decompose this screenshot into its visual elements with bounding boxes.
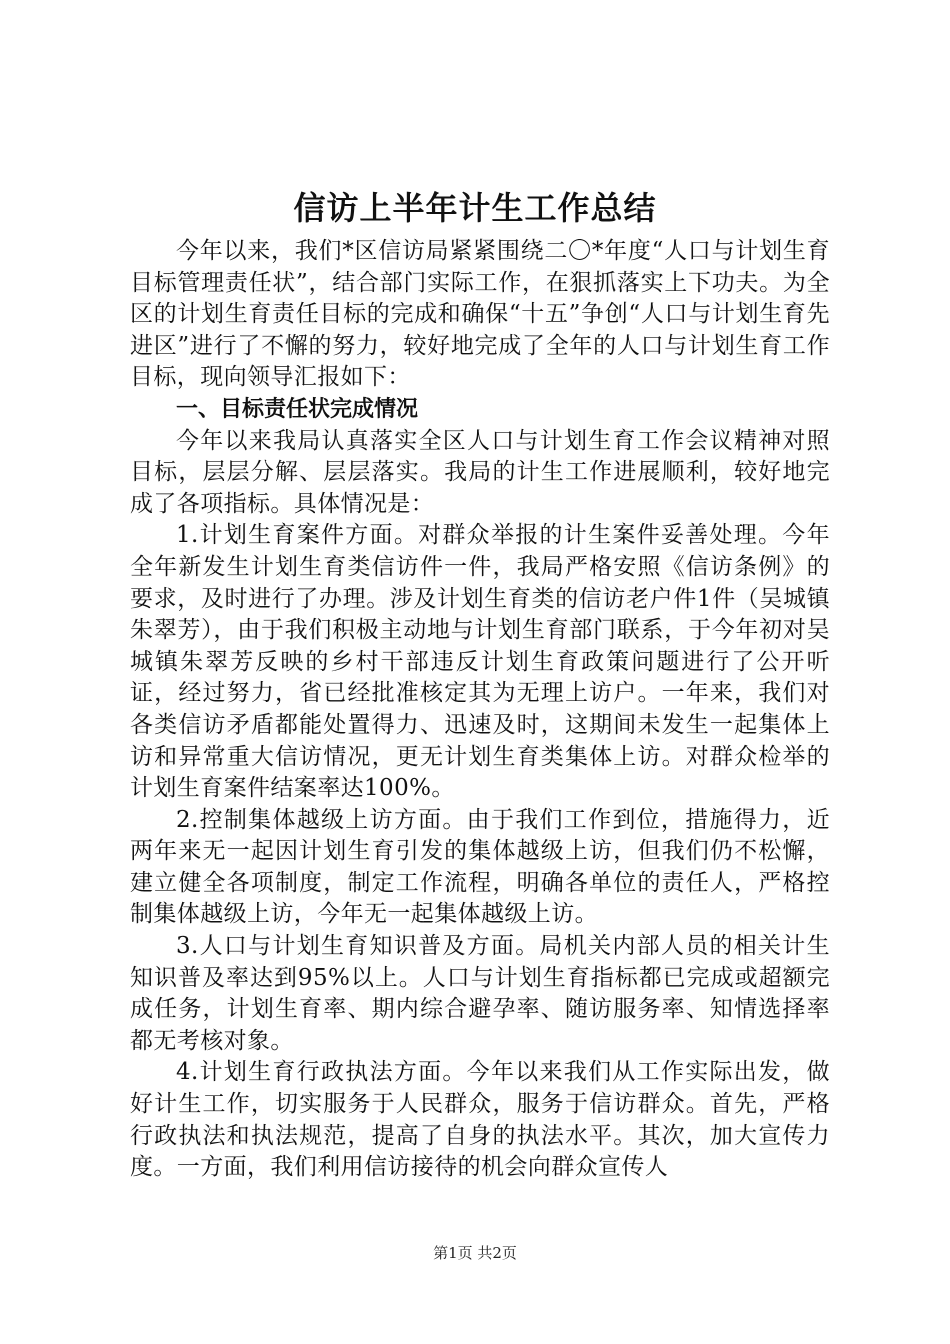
section-heading: 一、目标责任状完成情况: [176, 396, 419, 422]
item-1-paragraph: 1.计划生育案件方面。对群众举报的计生案件妥善处理。今年全年新发生计划生育类信访件一件，我局严格安照《信访条例》的要求，及时进行了办理。涉及计划生育类的信访老户件1件（吴城镇朱翠芳），由于我们积极主动地与计划生育部门联系，于今年初对吴城镇朱翠芳反映的乡村干部违反计划生育政策问题进行了公开听证，经过努力，省已经批准核定其为无理上访户。一年来，我们对各类信访矛盾都能处置得力、迅速及时，这期间未发生一起集体上访和异常重大信访情况，更无计划生育类集体上访。对群众检举的计划生育案件结案率达100%。: [130, 522, 830, 802]
item-3-paragraph: 3.人口与计划生育知识普及方面。局机关内部人员的相关计生知识普及率达到95%以上。人口与计划生育指标都已完成或超额完成任务，计划生育率、期内综合避孕率、随访服务率、知情选择率都无考核对象。: [130, 933, 830, 1054]
item-2-paragraph: 2.控制集体越级上访方面。由于我们工作到位，措施得力，近两年来无一起因计划生育引发的集体越级上访，但我们仍不松懈，建立健全各项制度，制定工作流程，明确各单位的责任人，严格控制集体越级上访，今年无一起集体越级上访。: [130, 806, 830, 928]
document-body: [130, 236, 830, 1184]
document-title: 信访上半年计生工作总结: [293, 189, 657, 227]
intro-paragraph: 今年以来，我们*区信访局紧紧围绕二〇*年度“人口与计划生育目标管理责任状”，结合部门实际工作，在狠抓落实上下功夫。为全区的计划生育责任目标的完成和确保“十五”争创“人口与计划生育先进区”进行了不懈的努力，较好地完成了全年的人口与计划生育工作目标，现向领导汇报如下：: [130, 238, 830, 391]
item-4-paragraph: 4.计划生育行政执法方面。今年以来我们从工作实际出发，做好计生工作，切实服务于人民群众，服务于信访群众。首先，严格行政执法和执法规范，提高了自身的执法水平。其次，加大宣传力度。一方面，我们利用信访接待的机会向群众宣传人: [130, 1059, 830, 1181]
page-footer: 第1页 共2页: [433, 1244, 517, 1262]
section-intro-paragraph: 今年以来我局认真落实全区人口与计划生育工作会议精神对照目标，层层分解、层层落实。我局的计生工作进展顺利，较好地完成了各项指标。具体情况是：: [130, 427, 830, 517]
